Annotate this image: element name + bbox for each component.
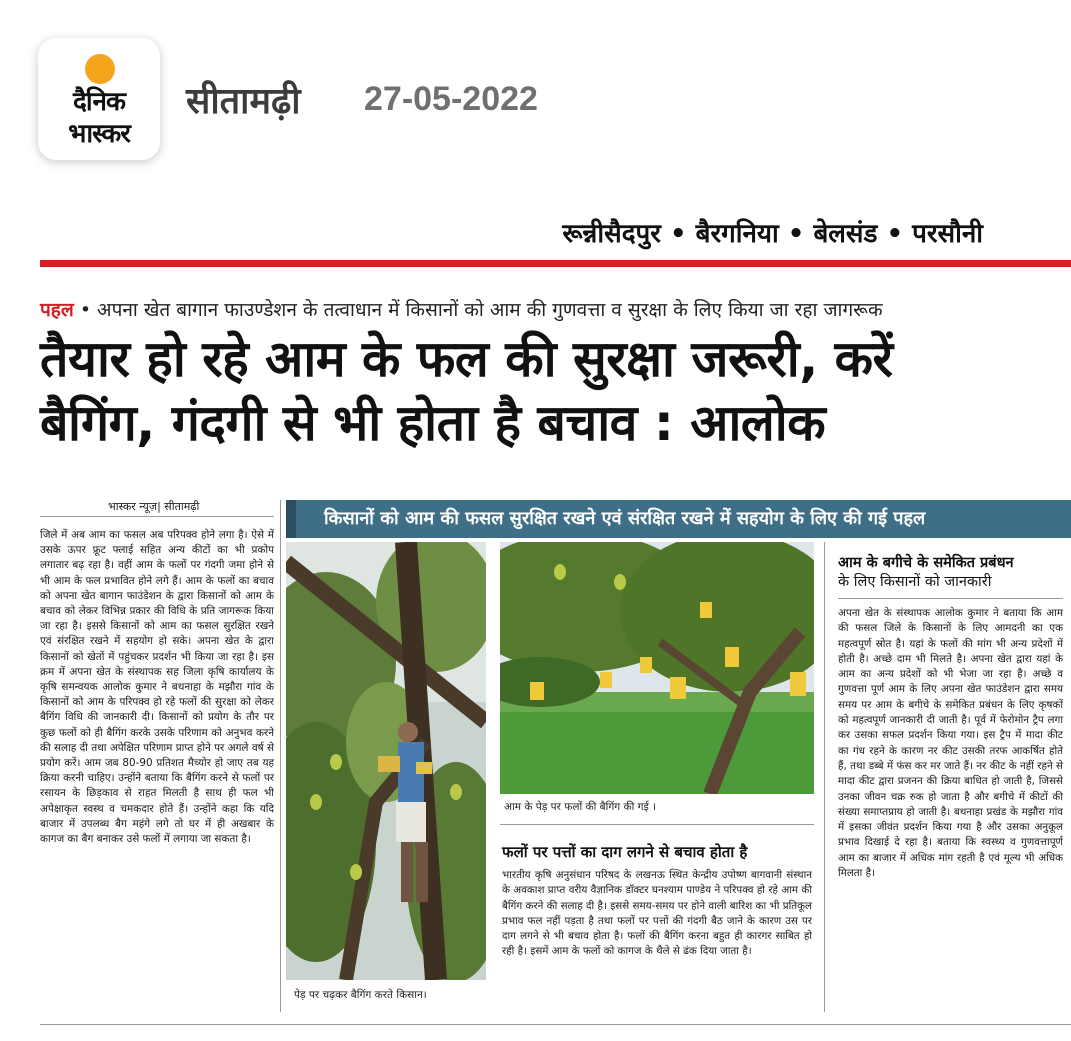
bottom-rule xyxy=(40,1024,1071,1025)
edition-date: 27-05-2022 xyxy=(364,80,538,118)
headline xyxy=(40,327,1060,455)
photo-bagged-mangoes-image xyxy=(500,542,814,794)
banner-tab xyxy=(286,500,296,538)
photo-caption-right: आम के पेड़ पर फलों की बैगिंग की गई । xyxy=(504,801,657,813)
column-divider-left xyxy=(280,500,281,1012)
photo-farmer-bagging xyxy=(286,542,486,980)
towns-strip: रून्नीसैदपुर • बैरगनिया • बेलसंड • परसौनी xyxy=(562,219,983,249)
mid-rule xyxy=(500,824,814,825)
article-body: जिले में अब आम का फसल अब परिपक्व होने लगा है। ऐसे में उसके ऊपर फ्रूट फ्लाई सहित अन्य कीटों का भी प्रकोप लगातार बढ़ रहा है। वहीं आम के फलों पर गंदगी जमा होने से भी आम के फल प्रभावित होने लगे हैं। आम के फलों का बचाव को अपना खेत बागान फाउंडेशन के द्वारा किसानों को आम के बचाव को लेकर विभिन्न प्रकार की विधि के प्रति जागरूक किया जा रहा है। इससे किसानों को आम का फसल सुरक्षित रखने एवं संरक्षित रखने में सहयोग हो सके। अपना खेत के द्वारा किसानों को खेतों में पहुंचकर प्रदर्शन भी किया जा रहा है। इस क्रम में अपना खेत के संस्थापक सह जिला कृषि कार्यालय के कृषि समन्वयक आलोक कुमार ने बथनाहा के मझौरा गांव के किसानों को आम के परिपक्व हो रहे फलों की सुरक्षा को लेकर बैगिंग विधि की जानकारी दी। किसानों को प्रयोग के तौर पर कुछ फलों को ही बैगिंग करके उसके परिणाम को अनुभव करने की सलाह दी तथा अपेक्षित परिणाम प्राप्त होने पर अगले वर्ष से प्रयोग करें। आम जब 80-90 प्रतिशत मैच्योर हो जाए तब यह क्रिया करनी चाहिए। उन्होंने बताया कि बैगिंग करने से फलों पर रसायन के छिड़काव से राहत मिलती है साथ ही फल भी अपेक्षाकृत स्वस्थ व चमकदार होते हैं। उन्होंने कहा कि यदि बाजार में उपलब्ध बैग महंगे लगे तो घर में ही अखबार के कागज का बैग बनाकर उसे फलों में लगाया जा सकता है। xyxy=(40,529,274,846)
photo-caption-left: पेड़ पर चढ़कर बैगिंग करते किसान। xyxy=(294,989,427,1001)
byline: भास्कर न्यूज़| सीतामढ़ी xyxy=(108,500,200,513)
sun-icon xyxy=(85,54,115,84)
right-article-title: आम के बगीचे के समेकित प्रबंधन xyxy=(838,555,1014,571)
right-title-rule xyxy=(838,598,1063,599)
right-article-body: अपना खेत के संस्थापक आलोक कुमार ने बताया कि आम की फसल जिले के किसानों के लिए आमदनी का एक महत्वपूर्ण स्रोत है। यहां के फलों की मांग भी अन्य प्रदेशों में होती है। अच्छे दाम भी मिलते है। अपना खेत द्वारा यहां के आम का अन्य प्रदेशों को भी भेजा जा रहा है। अच्छे व गुणवत्ता पूर्ण आम के लिए अपना खेत फाउंडेशन द्वारा समय समय पर आम के बगीचे के समेकित प्रबंधन के लिए कृषकों को महत्वपूर्ण जानकारी दी जाती है। पूर्व में फेरोमोन ट्रैप लगा कर उसका सफल प्रदर्शन किया गया। इस ट्रैप में मादा कीट का गंध रहने के कारण नर कीट उसकी तरफ आकर्षित होते हैं, तथा डब्बे में फंस कर मर जाते हैं। नर कीट के नहीं रहने से मादा कीट द्वारा प्रजनन की क्रिया बाधित हो जाती है, जिससे उनका जीवन चक्र रुक हो जाता है और बगीचे में कीटों की संख्या समाप्तप्राय हो जाती है। बथनाहा प्रखंड के मझौरा गांव में इसका जीवंत प्रदर्शन किया गया है और उसका अनुकूल प्रभाव दिखाई दे रहा है। बताया कि स्वस्थ्य व गुणवत्तापूर्ण आम का बाजार में अधिक मांग रहती है एवं मूल्य भी अधिक मिलता है। xyxy=(838,607,1063,880)
right-article-subtitle: के लिए किसानों को जानकारी xyxy=(838,574,992,590)
column-divider-right xyxy=(824,542,825,1012)
red-divider xyxy=(40,260,1071,267)
byline-rule xyxy=(40,516,274,517)
photo-farmer-bagging-image xyxy=(286,542,486,980)
headline-line-1: तैयार हो रहे आम के फल की सुरक्षा जरूरी, करें xyxy=(40,330,893,388)
newspaper-logo xyxy=(38,38,160,160)
kicker xyxy=(40,296,883,322)
section-banner: किसानों को आम की फसल सुरक्षित रखने एवं संरक्षित रखने में सहयोग के लिए की गई पहल xyxy=(286,500,1071,538)
logo-text-line1: दैनिक xyxy=(73,87,125,117)
edition-city: सीतामढ़ी xyxy=(186,81,301,122)
headline-line-2: बैगिंग, गंदगी से भी होता है बचाव : आलोक xyxy=(40,394,826,452)
mid-article-title: फलों पर पत्तों का दाग लगने से बचाव होता है xyxy=(502,843,748,861)
logo-text-line2: भास्कर xyxy=(68,119,130,149)
kicker-text: • अपना खेत बागान फाउण्डेशन के तत्वाधान में किसानों को आम की गुणवत्ता व सुरक्षा के लिए किया जा रहा जागरूक xyxy=(79,299,883,321)
mid-article-body: भारतीय कृषि अनुसंधान परिषद के लखनऊ स्थित केन्द्रीय उपोष्ण बागवानी संस्थान के अवकाश प्राप्त वरीय वैज्ञानिक डॉक्टर घनश्याम पाण्डेय ने परिपक्व हो रहे आम की बैगिंग करने की सलाह दी है। इससे समय-समय पर होने वाली बारिश का भी प्रतिकूल प्रभाव फल नहीं पड़ता है तथा फलों पर पत्तों की गंदगी बैठ जाने के कारण उस पर दाग लगने से भी बचाव होता है। फलों की बैगिंग करना बहुत ही कारगर साबित हो रही है। इसमें आम के फलों को कागज के थैले से ढंक दिया जाता है। xyxy=(502,869,812,958)
kicker-label: पहल xyxy=(40,299,74,321)
photo-bagged-mangoes xyxy=(500,542,814,794)
